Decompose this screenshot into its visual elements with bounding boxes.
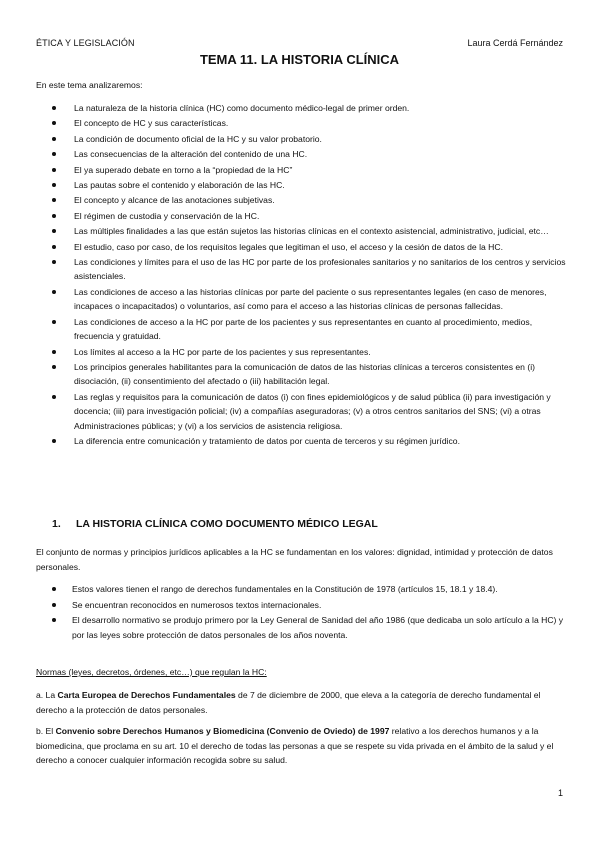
norm-b-title: Convenio sobre Derechos Humanos y Biomedicina (Convenio de Oviedo) de 1997 — [55, 726, 390, 736]
norms-heading: Normas (leyes, decretos, órdenes, etc…) que regulan la HC: — [36, 667, 267, 677]
list-item: El ya superado debate en torno a la “propiedad de la HC” — [36, 163, 566, 178]
norm-b-prefix: b. El — [36, 726, 56, 736]
list-item: El estudio, caso por caso, de los requisitos legales que legitiman el uso, el acceso y la cesión de datos de la HC. — [36, 240, 566, 255]
intro-text: En este tema analizaremos: — [36, 80, 143, 90]
list-item: Las consecuencias de la alteración del contenido de una HC. — [36, 147, 566, 162]
header-author: Laura Cerdá Fernández — [467, 38, 563, 48]
list-item: Las reglas y requisitos para la comunicación de datos (i) con fines epidemiológicos y de salud pública (ii) para investigación y docencia; (iii) para investigación policial; (iv) a compañías aseguradoras; (v) a otros centros sanitarios del SNS; (vi) a otras Administraciones públicas; y (vi) a los servicios de asistencia religiosa. — [36, 390, 566, 434]
list-item: Los principios generales habilitantes para la comunicación de datos de las historias clínicas a terceros consistentes en (i) disociación, (ii) consentimiento del afectado o (iii) habilitación legal. — [36, 360, 566, 389]
list-item: La condición de documento oficial de la HC y su valor probatorio. — [36, 132, 566, 147]
list-item: Las condiciones de acceso a las historias clínicas por parte del paciente o sus representantes legales (en caso de menores, incapaces o incapacitados) o voluntarios, así como para el acceso a las historias clínicas de personas fallecidas. — [36, 285, 566, 314]
list-item: Las múltiples finalidades a las que están sujetos las historias clínicas en el contexto asistencial, administrativo, judicial, etc… — [36, 224, 566, 239]
page-title: TEMA 11. LA HISTORIA CLÍNICA — [199, 52, 400, 67]
page-number: 1 — [557, 788, 563, 798]
section-heading — [36, 518, 378, 530]
topics-list — [36, 101, 566, 450]
norm-a-title: Carta Europea de Derechos Fundamentales — [57, 690, 236, 700]
list-item: El concepto y alcance de las anotaciones subjetivas. — [36, 193, 566, 208]
norm-a-text: de 7 de diciembre de 2000, que eleva a la categoría de derecho fundamental el derecho a la protección de datos personales. — [36, 690, 541, 715]
section-intro: El conjunto de normas y principios jurídicos aplicables a la HC se fundamentan en los valores: dignidad, intimidad y protección de datos personales. — [36, 547, 553, 572]
list-item: Se encuentran reconocidos en numerosos textos internacionales. — [36, 598, 566, 613]
norm-b — [36, 724, 566, 768]
list-item: La naturaleza de la historia clínica (HC) como documento médico-legal de primer orden. — [36, 101, 566, 116]
norm-a — [36, 688, 566, 717]
list-item: Las condiciones y límites para el uso de las HC por parte de los profesionales sanitarios y no sanitarios de los centros y servicios asistenciales. — [36, 255, 566, 284]
norm-a-prefix: a. La — [36, 690, 58, 700]
values-list — [36, 582, 566, 643]
list-item: Las condiciones de acceso a la HC por parte de los pacientes y sus representantes en cuanto al procedimiento, medios, frecuencia y gratuidad. — [36, 315, 566, 344]
list-item: Estos valores tienen el rango de derechos fundamentales en la Constitución de 1978 (artículos 15, 18.1 y 18.4). — [36, 582, 566, 597]
norm-b-text: relativo a los derechos humanos y a la biomedicina, que proclama en su art. 10 el derecho de todas las personas a que se respete su vida privada en el ámbito de la salud y el derecho a conocer cualquier información recogida sobre su salud. — [36, 726, 554, 765]
list-item: El concepto de HC y sus características. — [36, 116, 566, 131]
header-subject: ÉTICA Y LEGISLACIÓN — [36, 38, 135, 48]
list-item: El desarrollo normativo se produjo primero por la Ley General de Sanidad del año 1986 (que dedicaba un solo artículo a la HC) y por las leyes sobre protección de datos personales de los años noventa. — [36, 613, 566, 642]
list-item: La diferencia entre comunicación y tratamiento de datos por cuenta de terceros y su régimen jurídico. — [36, 434, 566, 449]
list-item: Los límites al acceso a la HC por parte de los pacientes y sus representantes. — [36, 345, 566, 360]
list-item: El régimen de custodia y conservación de la HC. — [36, 209, 566, 224]
list-item: Las pautas sobre el contenido y elaboración de las HC. — [36, 178, 566, 193]
section-number: 1. — [52, 518, 61, 530]
section-title: LA HISTORIA CLÍNICA COMO DOCUMENTO MÉDICO LEGAL — [76, 518, 378, 530]
